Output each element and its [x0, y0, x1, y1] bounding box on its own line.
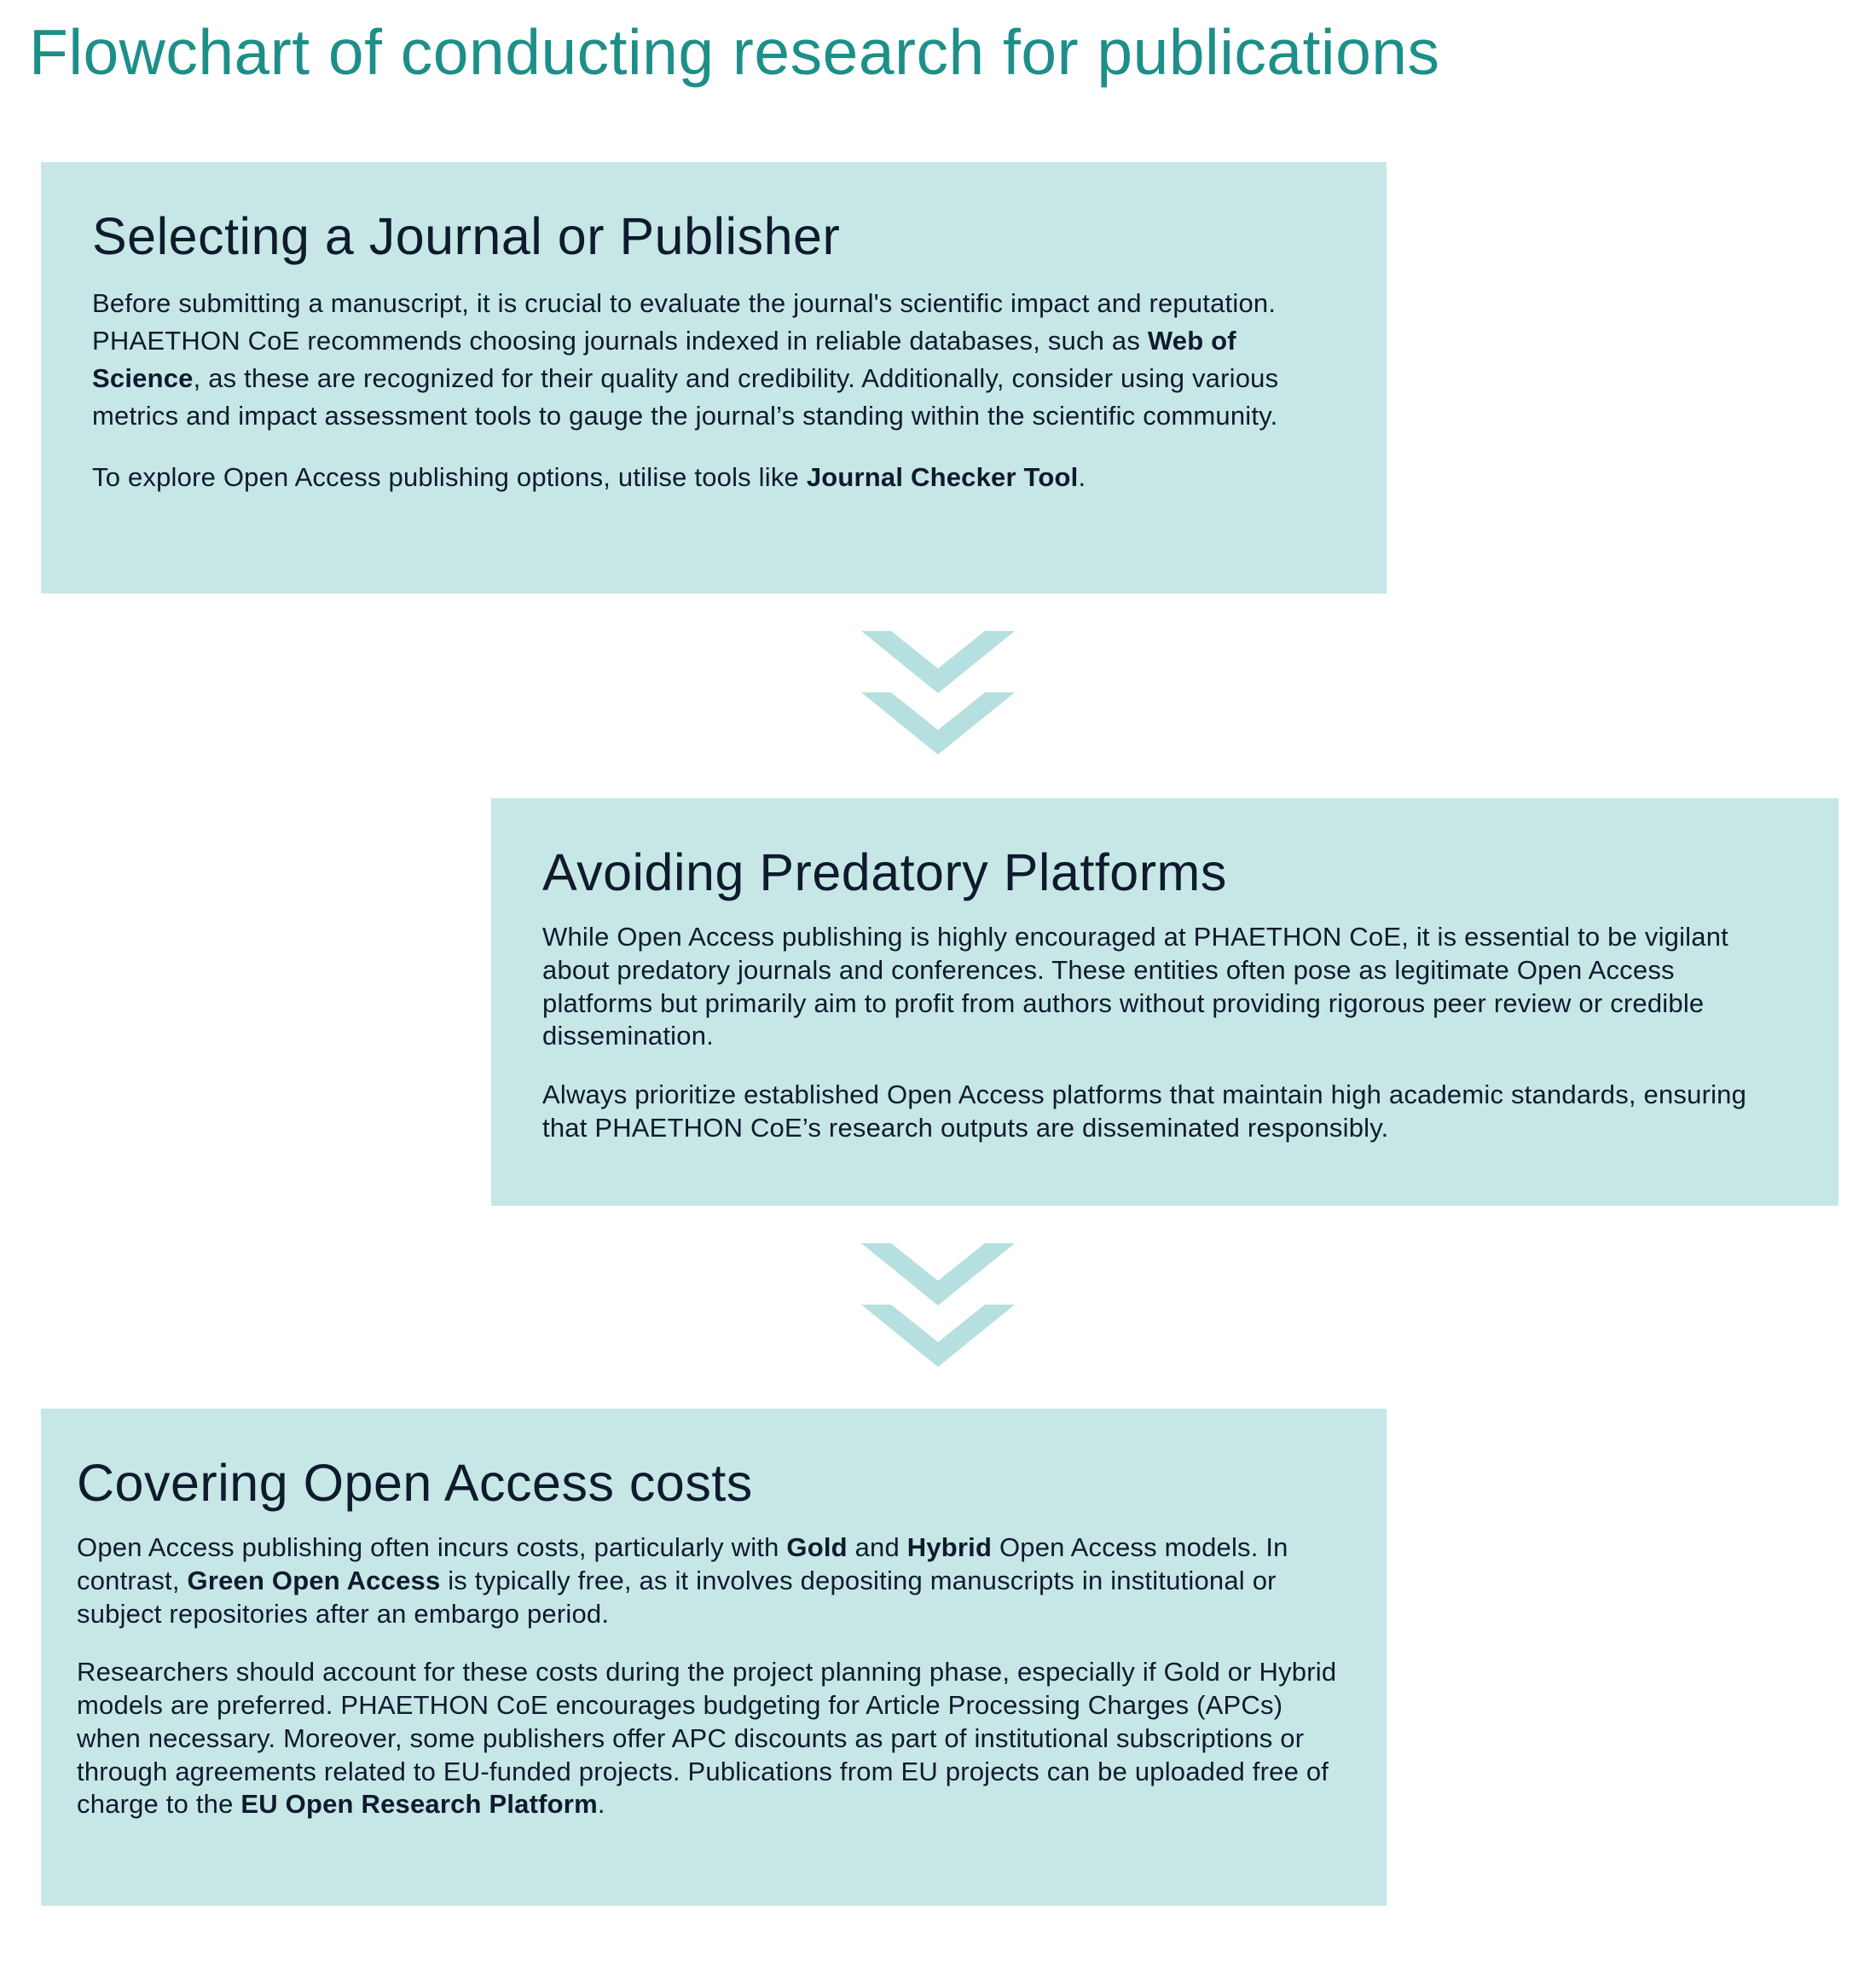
step-heading: Covering Open Access costs	[77, 1454, 753, 1512]
step-box-covering-costs	[41, 1409, 1387, 1906]
emphasis-journal-checker-tool: Journal Checker Tool	[806, 462, 1079, 493]
step-paragraph: Open Access publishing often incurs costs, particularly with Gold and Hybrid Open Access models. In contrast, Green Open Access is typically free, as it involves depositing manuscripts in institutional or subject repositories after an embargo period.	[77, 1532, 1288, 1629]
double-chevron-down-icon	[861, 1243, 1015, 1367]
emphasis-gold: Gold	[786, 1532, 848, 1563]
step-paragraph: While Open Access publishing is highly encouraged at PHAETHON CoE, it is essential to be vigilant about predatory journals and conferences. These entities often pose as legitimate Open Access platforms but primarily aim to profit from authors without providing rigorous peer review or credible dissemination.	[542, 922, 1728, 1051]
double-chevron-down-icon	[861, 631, 1015, 755]
page-title: Flowchart of conducting research for publications	[29, 16, 1440, 88]
step-heading: Avoiding Predatory Platforms	[542, 843, 1227, 901]
step-paragraph: Researchers should account for these costs during the project planning phase, especially if Gold or Hybrid models are preferred. PHAETHON CoE encourages budgeting for Article Processing Charges (APCs) when necessary. Moreover, some publishers offer APC discounts as part of institutional subscriptions or through agreements related to EU-funded projects. Publications from EU projects can be uploaded free of charge to the EU Open Research Platform.	[77, 1657, 1337, 1820]
step-paragraph: Before submitting a manuscript, it is crucial to evaluate the journal's scientific impact and reputation. PHAETHON CoE recommends choosing journals indexed in reliable databases, such as Web of Science, as these are recognized for their quality and credibility. Additionally, consider using various metrics and impact assessment tools to gauge the journal’s standing within the scientific community.	[92, 288, 1279, 431]
emphasis-eu-open-research-platform: EU Open Research Platform	[240, 1789, 598, 1820]
emphasis-green-open-access: Green Open Access	[187, 1565, 441, 1595]
step-paragraph: To explore Open Access publishing options, utilise tools like Journal Checker Tool.	[92, 462, 1086, 493]
step-heading: Selecting a Journal or Publisher	[92, 207, 841, 265]
emphasis-hybrid: Hybrid	[906, 1532, 993, 1563]
step-box-avoiding-predatory	[491, 798, 1838, 1206]
step-paragraph: Always prioritize established Open Access platforms that maintain high academic standards, ensuring that PHAETHON CoE’s research outputs are disseminated responsibly.	[542, 1080, 1747, 1143]
emphasis-web-of-science: Web of Science	[92, 326, 1236, 394]
step-box-selecting-journal	[41, 162, 1387, 593]
